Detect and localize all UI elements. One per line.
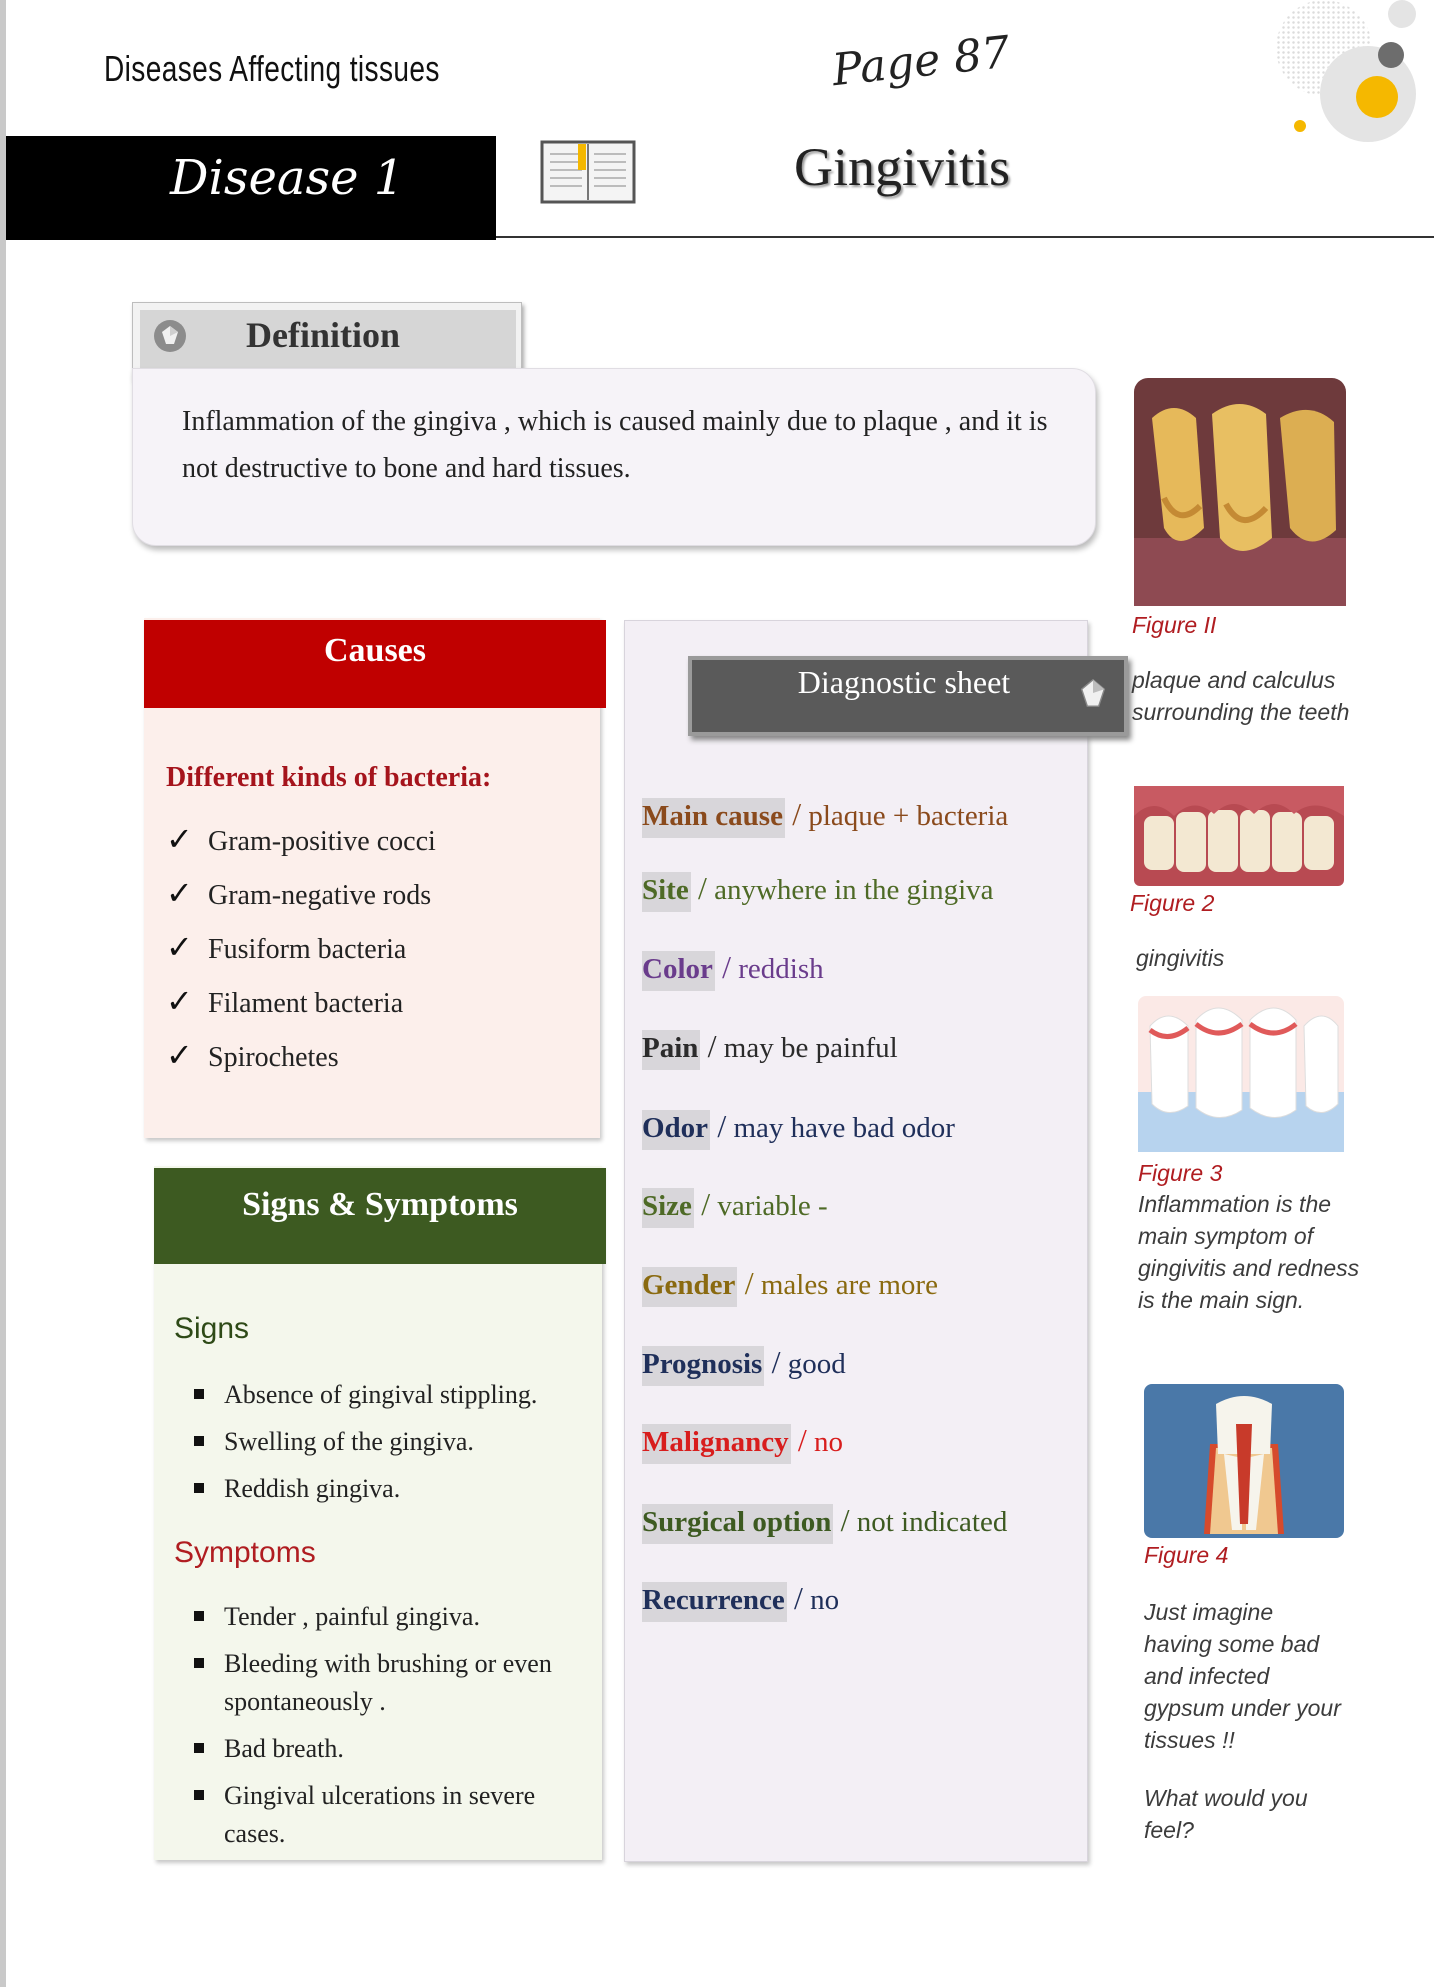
diagnostic-label: Odor xyxy=(642,1110,710,1150)
symptom-text: Gingival ulcerations in severe cases. xyxy=(224,1781,536,1848)
diagnostic-label: Prognosis xyxy=(642,1346,764,1386)
decor-circle-yellow xyxy=(1356,76,1398,118)
diagnostic-value: may have bad odor xyxy=(733,1112,955,1144)
diagnostic-value: males are more xyxy=(760,1269,938,1301)
diagnostic-label: Surgical option xyxy=(642,1504,833,1544)
diagnostic-row-site xyxy=(642,870,994,907)
figure-label: Figure II xyxy=(1132,612,1217,638)
figure-caption: gingivitis xyxy=(1136,945,1225,971)
separator: / xyxy=(722,949,732,985)
separator: / xyxy=(697,870,707,906)
diagnostic-value: no xyxy=(814,1426,844,1458)
diagnostic-label: Malignancy xyxy=(642,1424,791,1464)
separator: / xyxy=(794,1580,803,1616)
list-item xyxy=(182,1777,582,1853)
diagnostic-value: variable - xyxy=(717,1190,828,1222)
square-bullet-icon xyxy=(194,1436,204,1446)
bacteria-name: Gram-positive cocci xyxy=(208,826,436,857)
figure-inflamed-gum-image xyxy=(1138,996,1344,1152)
diagnostic-label: Gender xyxy=(642,1267,737,1307)
diagnostic-value: not indicated xyxy=(856,1506,1008,1538)
disease-number: Disease 1 xyxy=(170,150,405,206)
list-item xyxy=(182,1470,582,1508)
diagnostic-row-malignancy xyxy=(642,1422,843,1459)
diagnostic-row-prognosis xyxy=(642,1344,846,1381)
sign-text: Reddish gingiva. xyxy=(224,1474,401,1503)
separator: / xyxy=(797,1422,807,1458)
symptom-text: Bad breath. xyxy=(224,1734,344,1763)
figure-label: Figure 2 xyxy=(1130,890,1215,916)
diagnostic-title: Diagnostic sheet xyxy=(797,664,1011,700)
separator: / xyxy=(771,1344,781,1380)
diagnostic-label: Main cause xyxy=(642,798,785,838)
check-icon: ✓ xyxy=(166,982,193,1020)
diagnostic-label: Size xyxy=(642,1188,694,1228)
list-item xyxy=(166,928,436,988)
diagnostic-row-pain xyxy=(642,1028,898,1065)
symptom-text: Bleeding with brushing or even spontaneously . xyxy=(224,1649,552,1716)
separator: / xyxy=(717,1108,727,1144)
diagnostic-row-gender xyxy=(642,1265,938,1302)
figure-caption: Inflammation is the main symptom of gingivitis and redness is the main sign. xyxy=(1138,1191,1360,1313)
decor-circle-small xyxy=(1388,0,1416,28)
check-icon: ✓ xyxy=(166,1036,193,1074)
square-bullet-icon xyxy=(194,1483,204,1493)
figure-caption: plaque and calculus surrounding the teeth xyxy=(1132,667,1350,725)
separator: / xyxy=(707,1028,717,1064)
diagnostic-value: no xyxy=(810,1584,840,1616)
separator: / xyxy=(744,1265,754,1301)
symptoms-heading: Symptoms xyxy=(174,1536,316,1569)
diagnostic-label: Pain xyxy=(642,1030,700,1070)
scan-edge xyxy=(0,0,6,1987)
list-item xyxy=(166,874,436,934)
diagnostic-value: may be painful xyxy=(723,1032,898,1064)
causes-title: Causes xyxy=(323,632,427,669)
definition-text: Inflammation of the gingiva , which is caused mainly due to plaque , and it is not destructive to bone and hard tissues. xyxy=(182,406,1048,484)
square-bullet-icon xyxy=(194,1389,204,1399)
square-bullet-icon xyxy=(194,1611,204,1621)
diagnostic-row-surgical-option xyxy=(642,1502,1007,1539)
check-icon: ✓ xyxy=(166,928,193,966)
separator: / xyxy=(701,1186,711,1222)
diagnostic-value: good xyxy=(787,1348,846,1380)
list-item xyxy=(182,1730,582,1768)
figure-caption: Just imagine having some bad and infected gypsum under your tissues !! xyxy=(1144,1599,1341,1753)
separator: / xyxy=(792,796,802,832)
header-divider xyxy=(496,236,1434,238)
bacteria-subheading: Different kinds of bacteria: xyxy=(166,762,492,793)
open-book-icon xyxy=(540,140,636,204)
list-item xyxy=(166,982,436,1042)
signs-heading: Signs xyxy=(174,1312,250,1345)
square-bullet-icon xyxy=(194,1790,204,1800)
bacteria-name: Fusiform bacteria xyxy=(208,934,407,965)
diagnostic-label: Recurrence xyxy=(642,1582,787,1622)
signs-list xyxy=(182,1376,582,1517)
figure-tooth-cross-section-image xyxy=(1144,1384,1344,1538)
figure-label: Figure 3 xyxy=(1138,1160,1223,1186)
symptom-text: Tender , painful gingiva. xyxy=(224,1602,480,1631)
definition-heading: Definition xyxy=(246,315,401,355)
diagnostic-row-main-cause xyxy=(642,796,1008,833)
diagnostic-value: reddish xyxy=(738,953,824,985)
signs-symptoms-title: Signs & Symptoms xyxy=(242,1186,518,1223)
figure-gingivitis-image xyxy=(1134,786,1344,886)
sign-text: Swelling of the gingiva. xyxy=(224,1427,474,1456)
separator: / xyxy=(840,1502,850,1538)
bacteria-name: Spirochetes xyxy=(208,1042,339,1073)
check-icon: ✓ xyxy=(166,874,193,912)
list-item xyxy=(182,1423,582,1461)
diagnostic-row-odor xyxy=(642,1108,955,1145)
list-item xyxy=(182,1598,582,1636)
page-title: Gingivitis xyxy=(794,137,1011,197)
square-bullet-icon xyxy=(194,1658,204,1668)
decor-dot-yellow xyxy=(1294,120,1306,132)
decor-circle-dark xyxy=(1378,42,1404,68)
gem-icon xyxy=(1076,676,1110,710)
check-icon: ✓ xyxy=(166,820,193,858)
diagnostic-label: Color xyxy=(642,951,715,991)
diagnostic-row-size xyxy=(642,1186,828,1223)
figure-label: Figure 4 xyxy=(1144,1542,1229,1568)
page-number: Page 87 xyxy=(829,26,1013,97)
bacteria-name: Gram-negative rods xyxy=(208,880,432,911)
list-item xyxy=(166,1036,436,1096)
list-item xyxy=(166,820,436,880)
list-item xyxy=(182,1645,582,1721)
closing-question: What would you feel? xyxy=(1144,1785,1308,1843)
diagnostic-row-recurrence xyxy=(642,1580,839,1617)
bacteria-name: Filament bacteria xyxy=(208,988,404,1019)
diagnostic-value: plaque + bacteria xyxy=(808,800,1009,832)
diagnostic-value: anywhere in the gingiva xyxy=(714,874,994,906)
symptoms-list xyxy=(182,1598,582,1862)
gem-icon xyxy=(152,318,188,354)
document-title: Diseases Affecting tissues xyxy=(104,48,440,89)
sign-text: Absence of gingival stippling. xyxy=(224,1380,538,1409)
diagnostic-label: Site xyxy=(642,872,691,912)
square-bullet-icon xyxy=(194,1743,204,1753)
figure-plaque-teeth-image xyxy=(1134,378,1346,606)
list-item xyxy=(182,1376,582,1414)
diagnostic-row-color xyxy=(642,949,824,986)
bacteria-list xyxy=(166,820,436,1096)
